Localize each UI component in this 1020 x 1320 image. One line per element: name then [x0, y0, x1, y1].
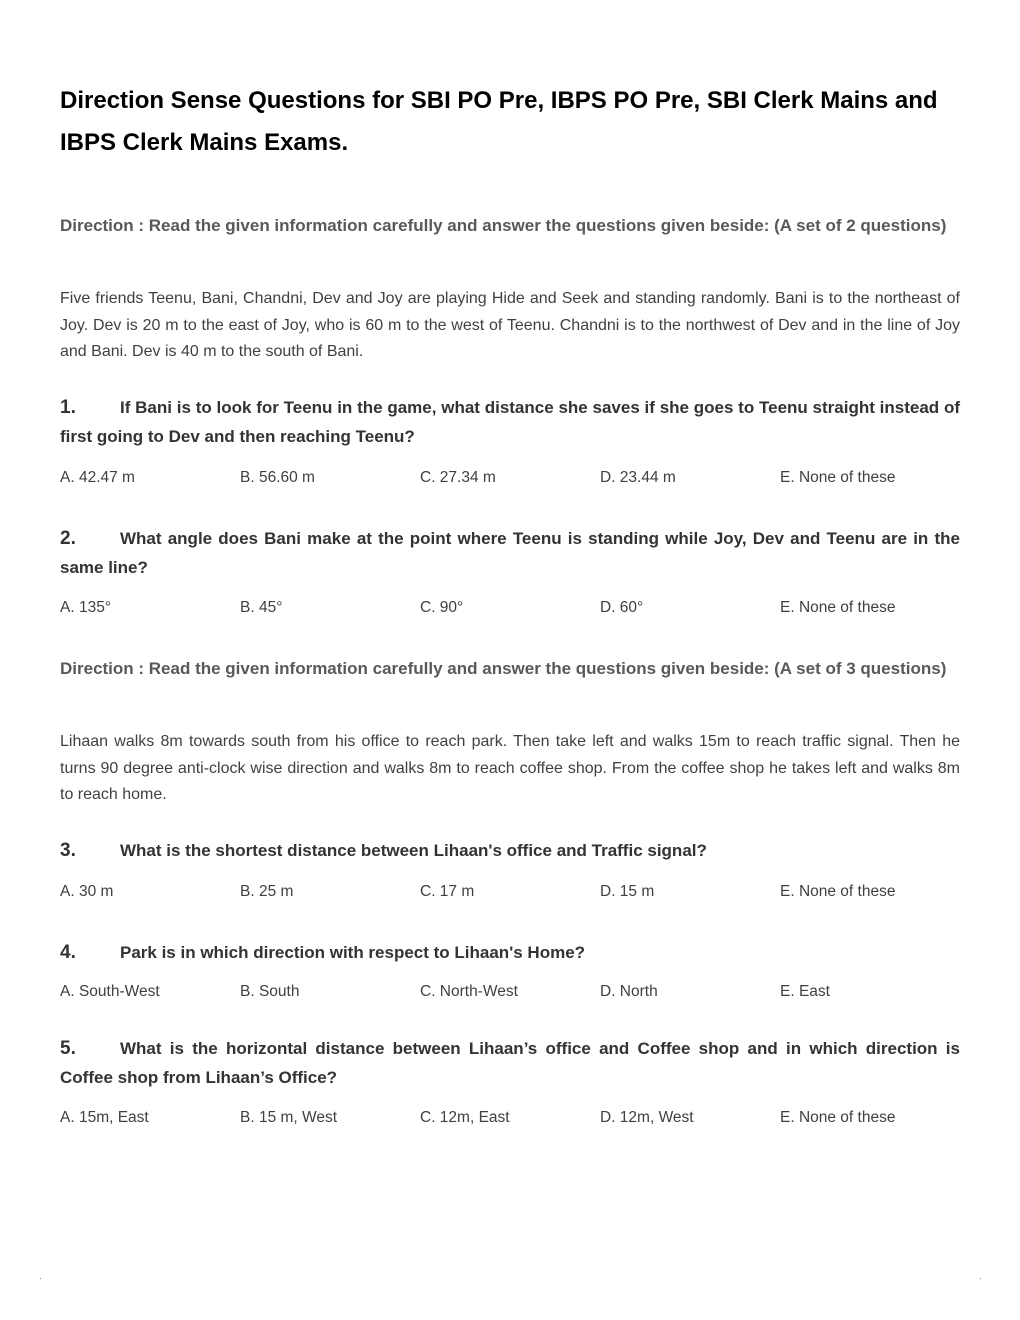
question-5: [60, 1034, 960, 1092]
option-e: E. None of these: [780, 883, 896, 900]
option-d: D. 23.44 m: [600, 469, 676, 486]
option-e: E. None of these: [780, 599, 896, 616]
option-c: C. 12m, East: [420, 1109, 510, 1126]
option-e: E. None of these: [780, 1109, 896, 1126]
option-d: D. 60°: [600, 599, 644, 616]
option-a: A. 135°: [60, 599, 112, 616]
question-1: [60, 393, 960, 451]
question-3: [60, 836, 960, 865]
corner-mark-right: [980, 1278, 981, 1279]
option-d: D. North: [600, 983, 658, 1000]
options-3: [60, 883, 960, 905]
option-c: C. North-West: [420, 983, 518, 1000]
question-text: If Bani is to look for Teenu in the game, what distance she saves if she goes to Teenu straight instead of first going to Dev and then reaching Teenu?: [60, 398, 960, 446]
option-c: C. 27.34 m: [420, 469, 496, 486]
question-text: What is the shortest distance between Lihaan's office and Traffic signal?: [120, 841, 707, 860]
option-a: A. 30 m: [60, 883, 114, 900]
question-2: [60, 524, 960, 582]
option-b: B. 15 m, West: [240, 1109, 338, 1126]
option-b: B. 45°: [240, 599, 283, 616]
direction-2: Direction : Read the given information carefully and answer the questions given beside: (A set of 3 questions): [60, 659, 947, 678]
option-a: A. 15m, East: [60, 1109, 149, 1126]
question-number: 2.: [60, 528, 76, 549]
option-a: A. South-West: [60, 983, 160, 1000]
question-number: 5.: [60, 1038, 76, 1059]
question-number: 4.: [60, 942, 76, 963]
options-1: [60, 469, 960, 491]
passage-1: Five friends Teenu, Bani, Chandni, Dev and Joy are playing Hide and Seek and standing randomly. Bani is to the northeast of Joy. Dev is 20 m to the east of Joy, who is 60 m to the west of Teenu. Chandni is to the northwest of Dev and in the line of Joy and Bani. Dev is 40 m to the south of Bani.: [60, 290, 960, 360]
options-2: [60, 599, 960, 621]
option-b: B. 56.60 m: [240, 469, 315, 486]
question-number: 1.: [60, 397, 76, 418]
direction-1: Direction : Read the given information carefully and answer the questions given beside: (A set of 2 questions): [60, 216, 947, 235]
option-e: E. None of these: [780, 469, 896, 486]
question-text: What angle does Bani make at the point where Teenu is standing while Joy, Dev and Teenu are in the same line?: [60, 529, 960, 577]
option-e: E. East: [780, 983, 830, 1000]
question-text: What is the horizontal distance between Lihaan’s office and Coffee shop and in which direction is Coffee shop from Lihaan’s Office?: [60, 1039, 960, 1087]
question-text: Park is in which direction with respect to Lihaan's Home?: [120, 943, 586, 962]
option-b: B. South: [240, 983, 300, 1000]
question-4: [60, 938, 960, 967]
page-title: Direction Sense Questions for SBI PO Pre, IBPS PO Pre, SBI Clerk Mains and IBPS Clerk Mains Exams.: [60, 87, 938, 156]
option-c: C. 90°: [420, 599, 464, 616]
option-d: D. 15 m: [600, 883, 655, 900]
passage-2: Lihaan walks 8m towards south from his office to reach park. Then take left and walks 15m to reach traffic signal. Then he turns 90 degree anti-clock wise direction and walks 8m to reach coffee shop. From the coffee shop he takes left and walks 8m to reach home.: [60, 733, 960, 803]
option-d: D. 12m, West: [600, 1109, 694, 1126]
options-5: [60, 1109, 960, 1131]
options-4: [60, 983, 960, 1005]
corner-mark-left: [40, 1278, 41, 1279]
question-number: 3.: [60, 840, 76, 861]
option-b: B. 25 m: [240, 883, 294, 900]
option-c: C. 17 m: [420, 883, 475, 900]
option-a: A. 42.47 m: [60, 469, 135, 486]
